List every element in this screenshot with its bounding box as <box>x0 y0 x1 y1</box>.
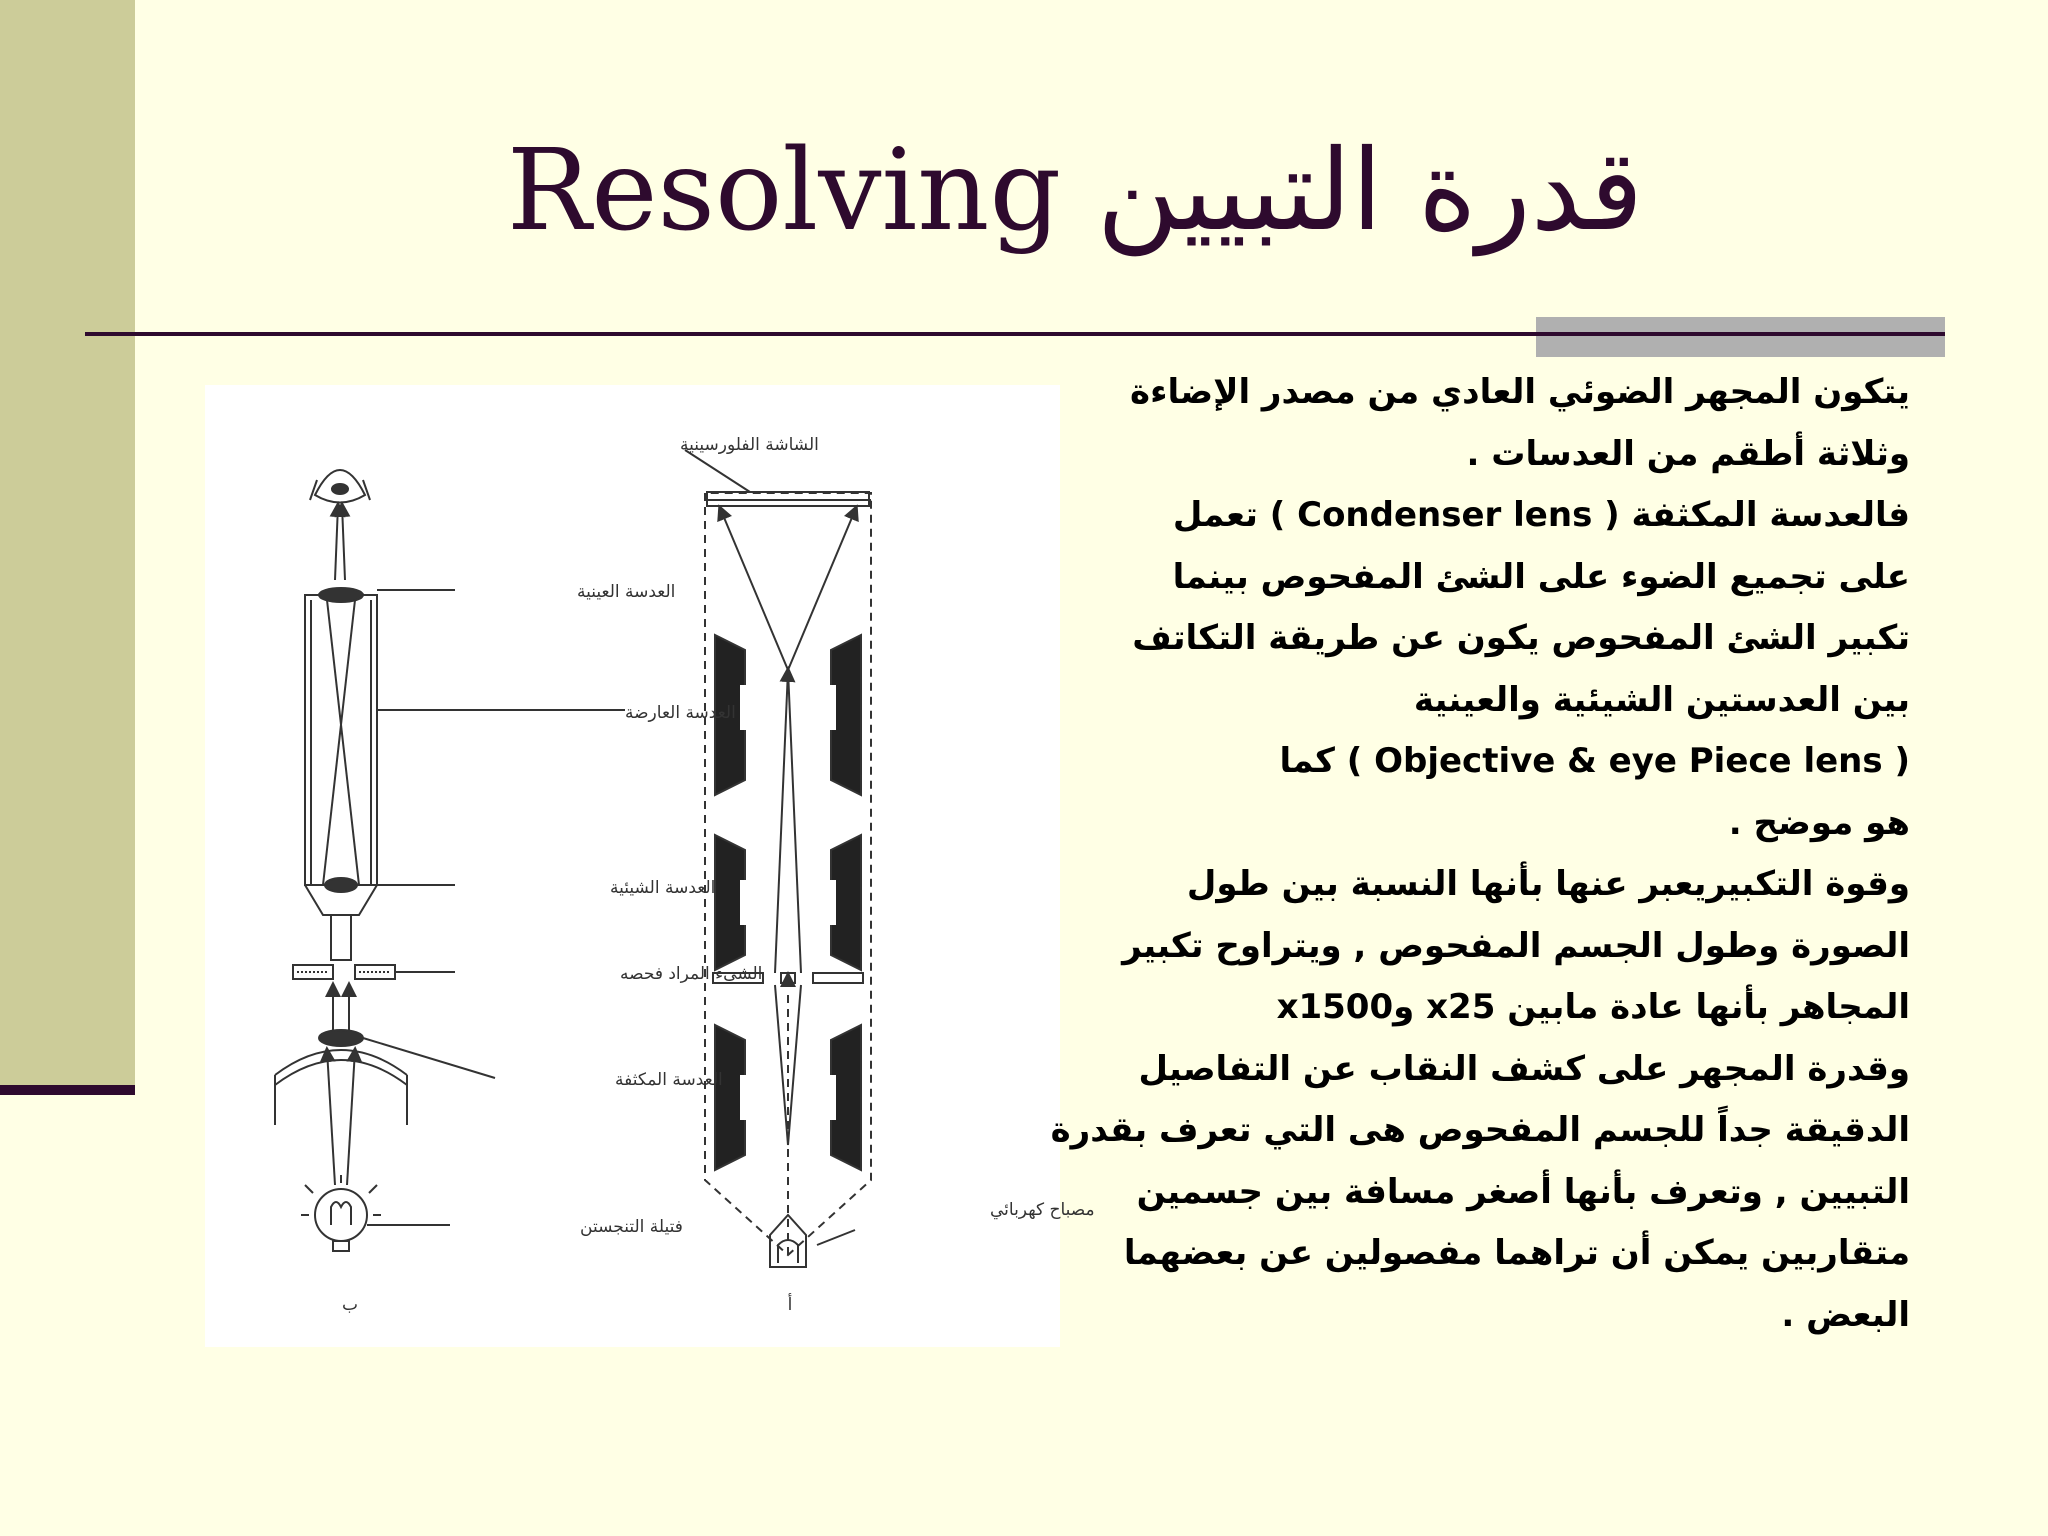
title-rule-gray-block <box>1536 317 1945 357</box>
label-panel-b: ب <box>341 1295 359 1315</box>
objective-lens-shape <box>325 878 357 892</box>
body-line-1: يتكون المجهر الضوئي العادي من مصدر الإضاءة <box>1130 372 1910 412</box>
body-line-12: وقدرة المجهر على كشف النقاب عن التفاصيل <box>1138 1048 1910 1089</box>
lamp-bulb-icon <box>315 1189 367 1241</box>
label-electric-lamp: مصباح كهربائي <box>990 1200 1095 1220</box>
label-projection-lens: العدسة العارضة <box>625 703 736 723</box>
body-line-16: البعض . <box>1781 1294 1910 1335</box>
light-microscope-diagram <box>275 470 625 1251</box>
microscope-diagram <box>205 385 1095 1347</box>
label-objective-lens: العدسة الشيئية <box>610 878 716 898</box>
body-line-3: فالعدسة المكثفة ( Condenser lens ) تعمل <box>1172 495 1910 535</box>
body-line-13: الدقيقة جداً للجسم المفحوص هى التي تعرف بقدرة <box>1050 1110 1910 1150</box>
body-line-11: المجاهر بأنها عادة مابين x25 وx1500 <box>1276 987 1910 1027</box>
title-rule <box>85 332 1945 336</box>
label-tungsten-filament: فتيلة التنجستن <box>580 1217 683 1237</box>
label-panel-a: أ <box>787 1295 793 1315</box>
em-specimen-right <box>813 973 863 983</box>
condenser-lens-shape <box>319 1030 363 1046</box>
body-line-14: التبيين , وتعرف بأنها أصغر مسافة بين جسمين <box>1136 1171 1910 1212</box>
body-line-9: وقوة التكبيريعبر عنها بأنها النسبة بين طول <box>1186 864 1910 904</box>
body-line-6: بين العدستين الشيئية والعينية <box>1413 679 1910 720</box>
body-line-10: الصورة وطول الجسم المفحوص , ويتراوح تكبير <box>1122 925 1910 966</box>
body-line-15: متقاربين يمكن أن تراهما مفصولين عن بعضهما <box>1123 1233 1910 1273</box>
body-line-8: هو موضح . <box>1728 802 1910 843</box>
body-line-4: على تجميع الضوء على الشئ المفحوص بينما <box>1172 556 1910 597</box>
label-condenser-lens: العدسة المكثفة <box>615 1070 723 1090</box>
eyepiece-lens-shape <box>319 588 363 602</box>
body-line-5: تكبير الشئ المفحوص يكون عن طريقة التكاتف <box>1132 618 1910 658</box>
label-specimen: الشيء المراد فحصه <box>620 964 763 984</box>
electron-microscope-diagram <box>685 450 871 1267</box>
slide-body-text <box>1050 362 1910 1346</box>
slide-title: قدرة التبيين Resolving <box>506 126 1644 256</box>
label-fluorescent-screen: الشاشة الفلورسينية <box>680 435 819 455</box>
body-line-7: ( Objective & eye Piece lens ) كما <box>1279 741 1910 781</box>
body-line-2: وثلاثة أطقم من العدسات . <box>1466 433 1910 474</box>
left-accent-underline <box>0 1085 135 1095</box>
left-accent-bar <box>0 0 135 1085</box>
label-eyepiece-lens: العدسة العينية <box>577 582 676 602</box>
